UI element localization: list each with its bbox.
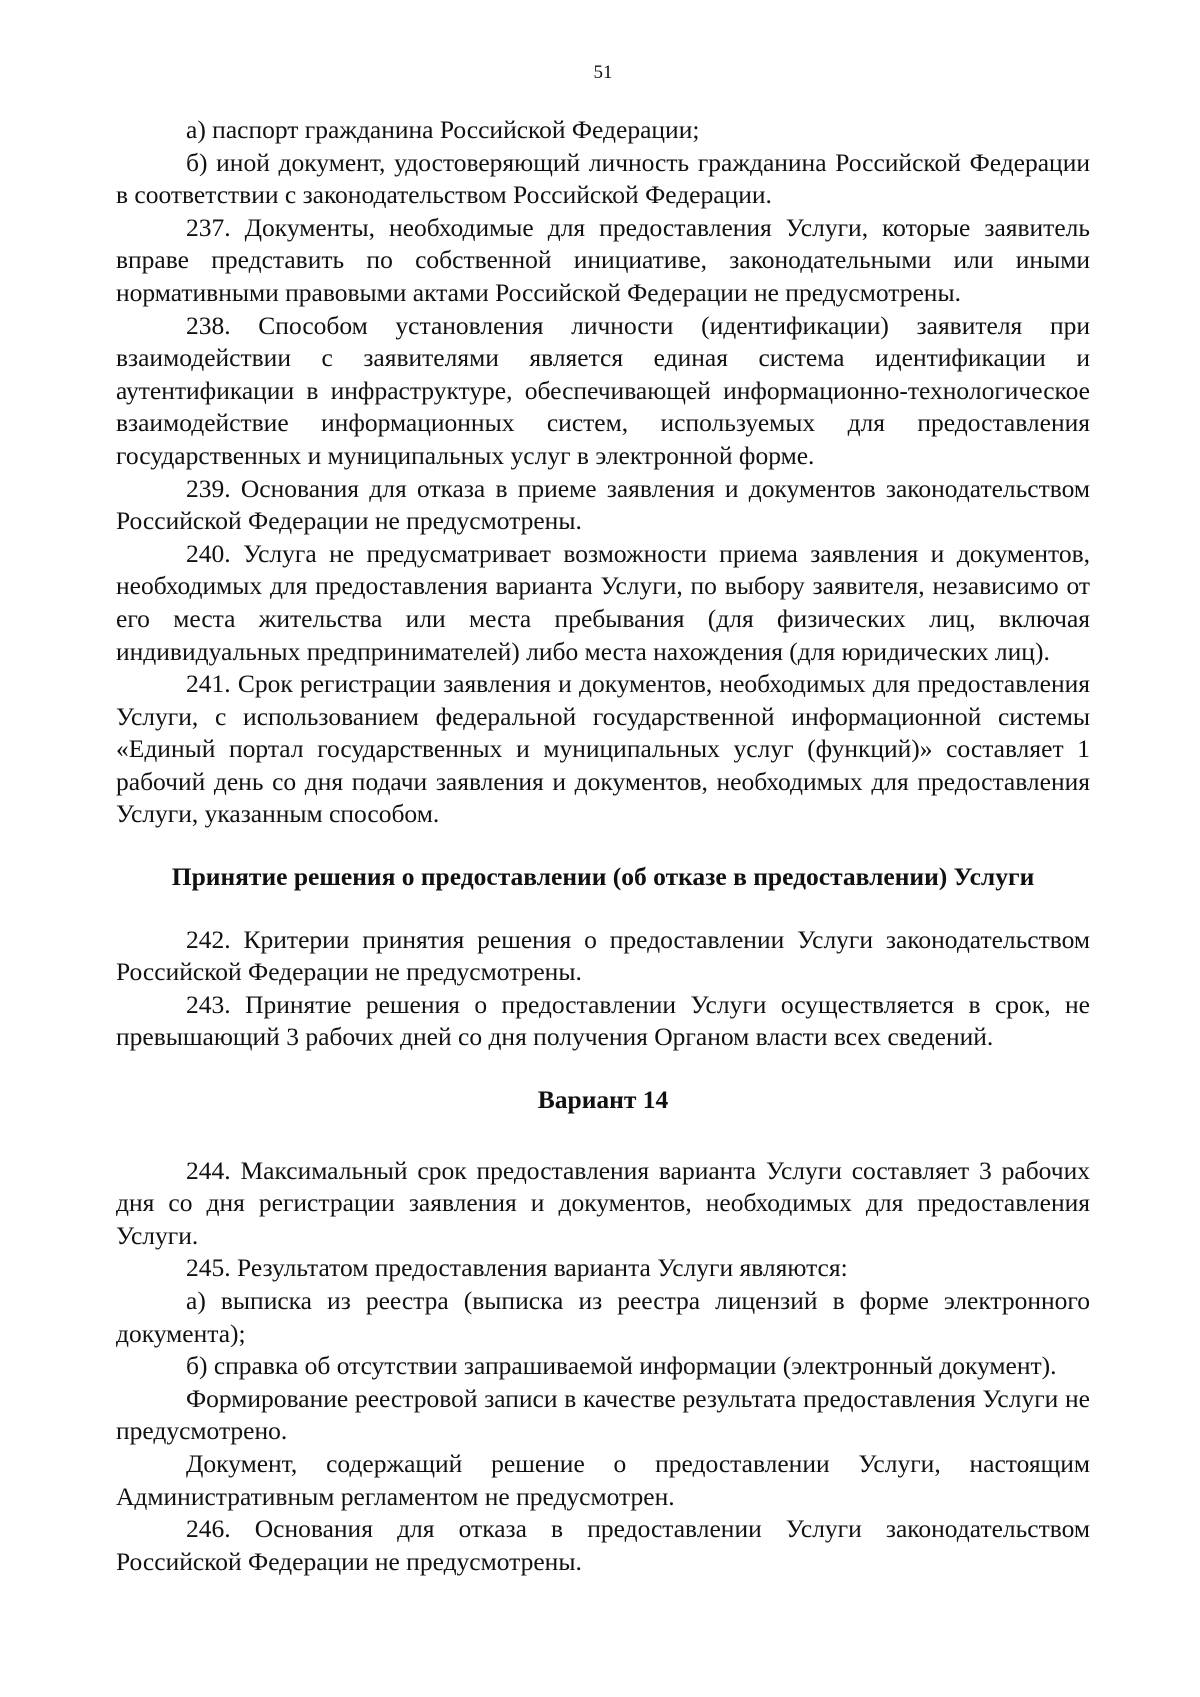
section-variant-14 [116, 1155, 1090, 1579]
paragraph-passport: а) паспорт гражданина Российской Федерации; [186, 115, 700, 144]
paragraph-246: 246. Основания для отказа в предоставлении Услуги законодательством Российской Федерации не предусмотрены. [116, 1514, 1090, 1576]
heading-decision: Принятие решения о предоставлении (об отказе в предоставлении) Услуги [171, 862, 1035, 892]
paragraph-242: 242. Критерии принятия решения о предоставлении Услуги законодательством Российской Федерации не предусмотрены. [116, 924, 1090, 987]
paragraph-238: 238. Способом установления личности (идентификации) заявителя при взаимодействии с заявителями является единая система идентификации и аутентификации в инфраструктуре, обеспечивающей информационно-технологическое взаимодействие информационных систем, используемых для предоставления государственных и муниципальных услуг в электронной форме. [116, 310, 1090, 470]
section-top [116, 114, 1090, 831]
paragraph-241: 241. Срок регистрации заявления и документов, необходимых для предоставления Услуги, с использованием федеральной государственной информационной системы «Единый портал государственных и муниципальных услуг (функций)» составляет 1 рабочий день со дня подачи заявления и документов, необходимых для предоставления Услуги, указанным способом. [116, 669, 1090, 829]
paragraph-registry-record: Формирование реестровой записи в качестве результата предоставления Услуги не предусмотрено. [116, 1383, 1090, 1446]
paragraph-other-id-document: б) иной документ, удостоверяющий личность гражданина Российской Федерации в соответствии с законодательством Российской Федерации. [116, 147, 1090, 210]
paragraph-239: 239. Основания для отказа в приеме заявления и документов законодательством Российской Федерации не предусмотрены. [116, 473, 1090, 536]
paragraph-decision-document: Документ, содержащий решение о предоставлении Услуги, настоящим Административным регламентом не предусмотрен. [116, 1448, 1090, 1511]
paragraph-registry-extract: а) выписка из реестра (выписка из реестра лицензий в форме электронного документа); [116, 1286, 1090, 1348]
paragraph-240: 240. Услуга не предусматривает возможности приема заявления и документов, необходимых для предоставления варианта Услуги, по выбору заявителя, независимо от его места жительства или места пребывания (для физических лиц, включая индивидуальных предпринимателей) либо места нахождения (для юридических лиц). [116, 538, 1090, 666]
section-decision [116, 924, 1090, 1054]
heading-variant-14: Вариант 14 [537, 1085, 669, 1115]
paragraph-245: 245. Результатом предоставления варианта Услуги являются: [186, 1253, 848, 1283]
page-number: 51 [593, 62, 613, 83]
document-page [116, 60, 1090, 1578]
paragraph-237: 237. Документы, необходимые для предоставления Услуги, которые заявитель вправе представить по собственной инициативе, законодательными или иными нормативными правовыми актами Российской Федерации не предусмотрены. [116, 212, 1090, 307]
paragraph-244: 244. Максимальный срок предоставления варианта Услуги составляет 3 рабочих дня со дня регистрации заявления и документов, необходимых для предоставления Услуги. [116, 1155, 1090, 1250]
paragraph-absence-certificate: б) справка об отсутствии запрашиваемой информации (электронный документ). [186, 1351, 1057, 1381]
paragraph-243: 243. Принятие решения о предоставлении Услуги осуществляется в срок, не превышающий 3 рабочих дней со дня получения Органом власти всех сведений. [116, 989, 1090, 1052]
